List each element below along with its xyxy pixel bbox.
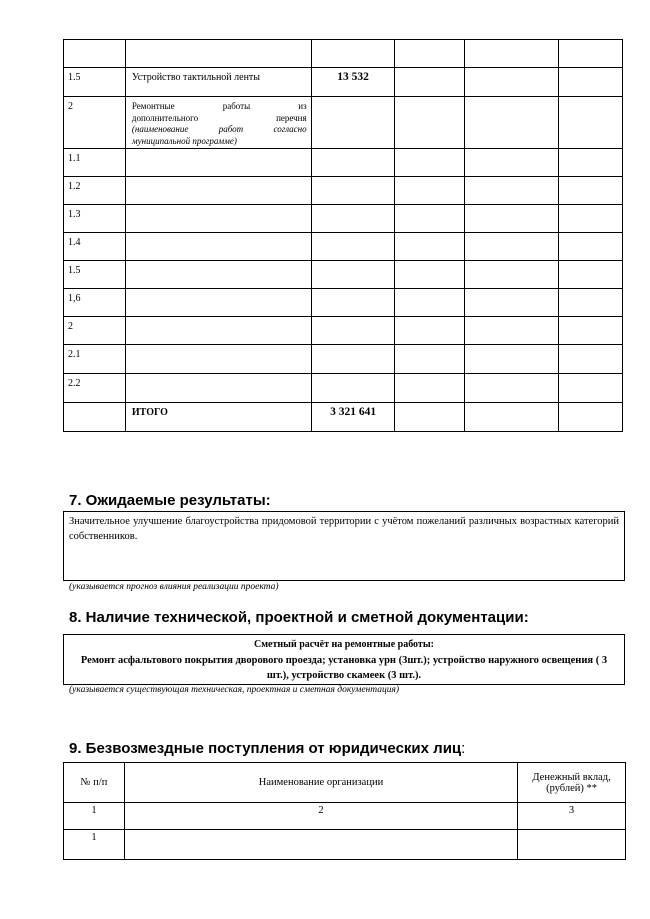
row-number: 1.5 bbox=[64, 261, 126, 289]
work-name-line: дополнительного перечня bbox=[131, 112, 307, 123]
documentation-text: Ремонт асфальтового покрытия дворового проезда; установка урн (3шт.); устройство наружного освещения ( 3 шт.), устройство скамеек (3 шт.). bbox=[80, 654, 608, 681]
work-amount bbox=[311, 97, 395, 149]
work-name bbox=[125, 97, 311, 149]
row-number: 2 bbox=[64, 317, 126, 345]
section-9-title-text: 9. Безвозмездные поступления от юридических лиц bbox=[69, 740, 462, 757]
total-label: ИТОГО bbox=[125, 403, 311, 432]
row-number: 2.2 bbox=[64, 374, 126, 403]
organization-name bbox=[124, 830, 517, 860]
donations-table bbox=[63, 762, 626, 860]
works-table bbox=[63, 39, 623, 432]
table-index-row bbox=[64, 803, 626, 830]
section-8-title: 8. Наличие технической, проектной и сметной документации: bbox=[69, 609, 529, 626]
documentation-box bbox=[63, 634, 625, 685]
table-total-row bbox=[64, 403, 623, 432]
documentation-heading: Сметный расчёт на ремонтные работы: bbox=[254, 639, 434, 650]
work-amount: 13 532 bbox=[311, 68, 395, 97]
table-row bbox=[64, 149, 623, 177]
table-row bbox=[64, 345, 623, 374]
row-number: 1.3 bbox=[64, 205, 126, 233]
contribution-amount bbox=[518, 830, 626, 860]
row-number: 1.5 bbox=[64, 68, 126, 97]
row-number bbox=[64, 403, 126, 432]
column-header: Наименование организации bbox=[124, 763, 517, 803]
row-number: 1,6 bbox=[64, 289, 126, 317]
table-row bbox=[64, 97, 623, 149]
section-9-title bbox=[69, 740, 465, 757]
table-row bbox=[64, 40, 623, 68]
row-number: 1.1 bbox=[64, 149, 126, 177]
table-row bbox=[64, 205, 623, 233]
table-row bbox=[64, 374, 623, 403]
table-row bbox=[64, 289, 623, 317]
column-index: 2 bbox=[124, 803, 517, 830]
table-row bbox=[64, 830, 626, 860]
section-7-title: 7. Ожидаемые результаты: bbox=[69, 492, 271, 509]
section-8-note: (указывается существующая техническая, проектная и сметная документация) bbox=[69, 685, 400, 695]
row-number bbox=[64, 40, 126, 68]
expected-results-box bbox=[63, 511, 625, 581]
row-number: 1.2 bbox=[64, 177, 126, 205]
row-number: 2.1 bbox=[64, 345, 126, 374]
row-number: 2 bbox=[64, 97, 126, 149]
work-name-note: (наименование работ согласно муниципальной программе) bbox=[131, 124, 307, 146]
column-index: 3 bbox=[518, 803, 626, 830]
table-row bbox=[64, 68, 623, 97]
table-row bbox=[64, 261, 623, 289]
row-number: 1 bbox=[64, 830, 125, 860]
section-7-note: (указывается прогноз влияния реализации проекта) bbox=[69, 582, 279, 592]
table-row bbox=[64, 233, 623, 261]
table-header-row bbox=[64, 763, 626, 803]
total-amount: 3 321 641 bbox=[311, 403, 395, 432]
work-amount bbox=[311, 40, 395, 68]
column-header: Денежный вклад, (рублей) ** bbox=[518, 763, 626, 803]
work-name: Устройство тактильной ленты bbox=[125, 68, 311, 97]
work-name bbox=[125, 40, 311, 68]
column-index: 1 bbox=[64, 803, 125, 830]
row-number: 1.4 bbox=[64, 233, 126, 261]
section-9-title-colon: : bbox=[461, 740, 466, 757]
table-row bbox=[64, 317, 623, 345]
expected-results-text: Значительное улучшение благоустройства придомовой территории с учётом пожеланий различных возрастных категорий собственников. bbox=[69, 516, 619, 542]
table-row bbox=[64, 177, 623, 205]
work-name-line: Ремонтные работы из bbox=[131, 101, 307, 111]
column-header: № п/п bbox=[64, 763, 125, 803]
